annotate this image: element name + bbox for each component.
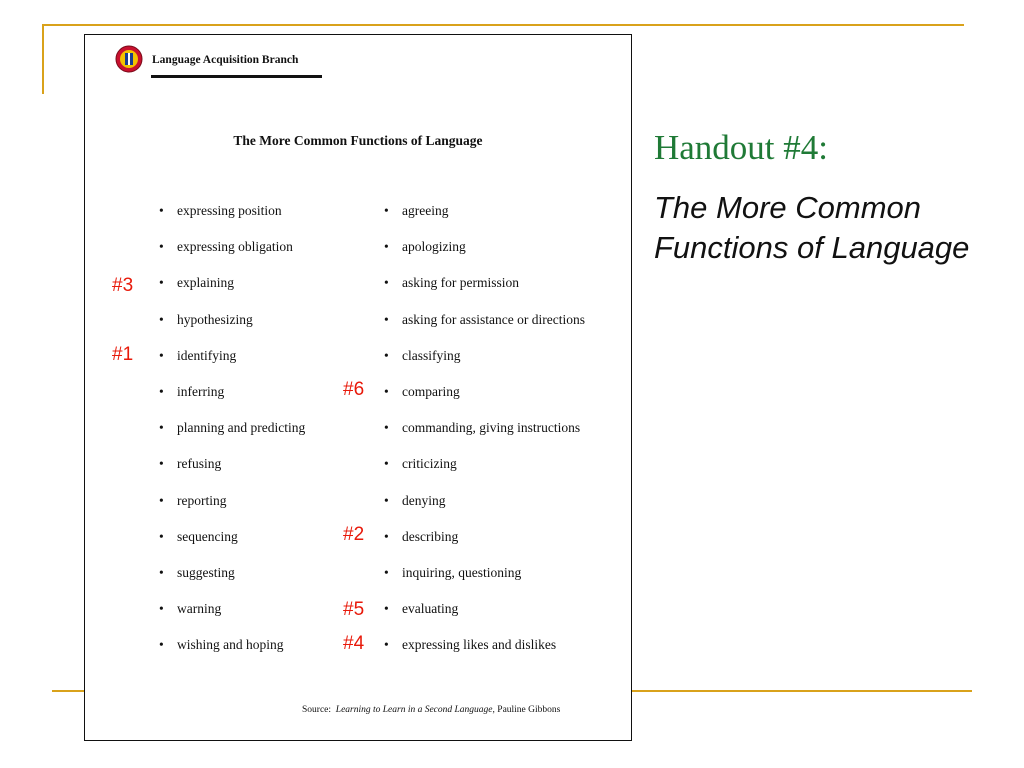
list-item: • wishing and hoping bbox=[159, 637, 284, 653]
list-item: • asking for permission bbox=[384, 275, 519, 291]
marker-identifying: #1 bbox=[112, 344, 134, 365]
list-item-label: apologizing bbox=[402, 239, 466, 255]
list-item-label: asking for permission bbox=[402, 275, 519, 291]
list-item-label: denying bbox=[402, 492, 446, 508]
list-item: • apologizing bbox=[384, 239, 466, 255]
list-item-label: comparing bbox=[402, 383, 460, 399]
list-item-label: evaluating bbox=[402, 601, 459, 617]
list-item-label: describing bbox=[402, 528, 459, 544]
branch-name: Language Acquisition Branch bbox=[152, 54, 299, 66]
list-item: • explaining bbox=[159, 275, 234, 291]
list-item: • suggesting bbox=[159, 564, 235, 580]
list-item: • commanding, giving instructions bbox=[384, 420, 581, 436]
marker-expressing-likes: #4 bbox=[343, 633, 365, 654]
source-author: , Pauline Gibbons bbox=[492, 705, 561, 715]
list-item: • asking for assistance or directions bbox=[384, 311, 585, 327]
list-item-label: wishing and hoping bbox=[177, 637, 284, 653]
marker-explaining: #3 bbox=[112, 275, 134, 296]
source-label: Source: bbox=[302, 705, 332, 715]
list-item: • sequencing bbox=[159, 528, 238, 544]
list-item-label: explaining bbox=[177, 275, 234, 291]
list-item: • planning and predicting bbox=[159, 420, 306, 436]
list-item: • warning bbox=[159, 601, 222, 617]
list-item-label: agreeing bbox=[402, 203, 449, 218]
frame-top-line bbox=[42, 24, 964, 26]
marker-describing: #2 bbox=[343, 524, 365, 545]
list-item: • criticizing bbox=[384, 456, 457, 472]
marker-evaluating: #5 bbox=[343, 599, 365, 620]
list-item-label: expressing position bbox=[177, 203, 282, 218]
list-item-label: reporting bbox=[177, 492, 227, 508]
list-item-label: planning and predicting bbox=[177, 420, 306, 436]
source-book-title: Learning to Learn in a Second Language bbox=[335, 705, 493, 715]
list-item: • identifying bbox=[159, 347, 237, 363]
list-item: • agreeing bbox=[384, 203, 449, 218]
list-item: • evaluating bbox=[384, 601, 459, 617]
list-item-label: warning bbox=[177, 601, 222, 617]
list-item: • classifying bbox=[384, 347, 461, 363]
seal-logo-icon bbox=[115, 45, 143, 73]
list-item: • inquiring, questioning bbox=[384, 564, 522, 580]
list-item: • refusing bbox=[159, 456, 222, 472]
frame-left-line bbox=[42, 24, 44, 94]
list-item-label: suggesting bbox=[177, 564, 235, 580]
right-function-list bbox=[382, 201, 585, 671]
list-item-label: expressing obligation bbox=[177, 239, 293, 255]
list-item-label: classifying bbox=[402, 347, 461, 363]
list-item-label: hypothesizing bbox=[177, 311, 253, 327]
list-item: • denying bbox=[384, 492, 446, 508]
list-item-label: inquiring, questioning bbox=[402, 564, 522, 580]
list-item: • describing bbox=[384, 528, 459, 544]
list-item: • reporting bbox=[159, 492, 227, 508]
source-citation bbox=[302, 705, 560, 715]
list-item-label: identifying bbox=[177, 347, 237, 363]
list-item-label: commanding, giving instructions bbox=[402, 420, 581, 436]
handout-title: The More Common Functions of Language bbox=[233, 133, 483, 148]
list-item: • expressing position bbox=[159, 203, 282, 218]
list-item: • hypothesizing bbox=[159, 311, 253, 327]
slide-title: Handout #4: bbox=[654, 128, 829, 167]
list-item: • comparing bbox=[384, 383, 460, 399]
branch-underline bbox=[151, 75, 322, 78]
list-item-label: expressing likes and dislikes bbox=[402, 637, 557, 653]
list-item-label: sequencing bbox=[177, 528, 238, 544]
slide-subtitle: The More Common Functions of Language bbox=[654, 190, 970, 265]
list-item: • inferring bbox=[159, 383, 225, 399]
marker-comparing: #6 bbox=[343, 379, 365, 400]
left-function-list bbox=[157, 201, 305, 671]
list-item-label: asking for assistance or directions bbox=[402, 311, 585, 327]
list-item: • expressing obligation bbox=[159, 239, 293, 255]
list-item-label: inferring bbox=[177, 383, 225, 399]
list-item: • expressing likes and dislikes bbox=[384, 637, 557, 653]
list-item-label: refusing bbox=[177, 456, 222, 472]
list-item-label: criticizing bbox=[402, 456, 457, 472]
